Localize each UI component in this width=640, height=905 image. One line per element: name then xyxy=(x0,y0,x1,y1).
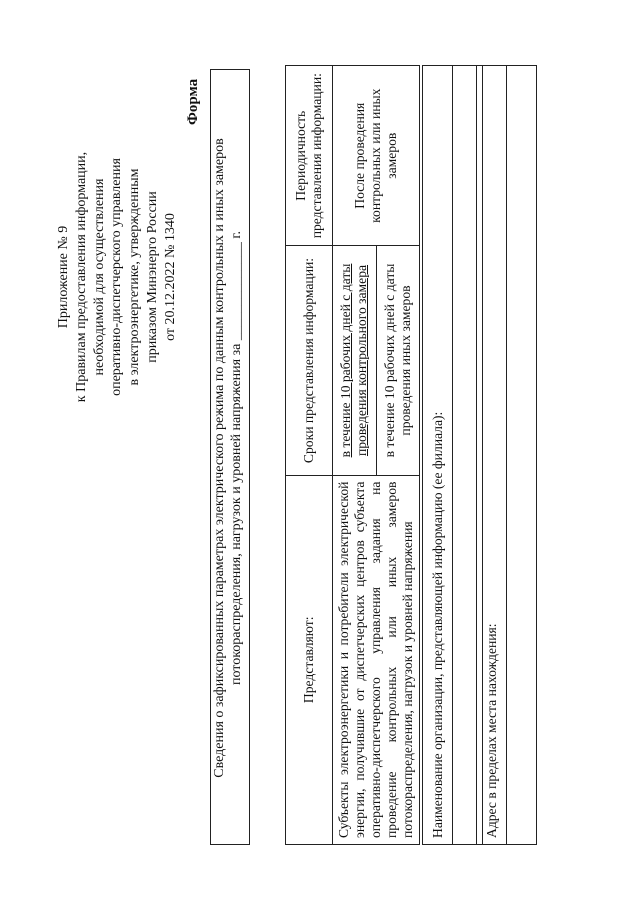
cell-periodicity: После проведения контрольных или иных замеров xyxy=(333,66,420,246)
deadline-control-text: в течение 10 рабочих дней с даты проведения контрольного замера xyxy=(338,263,370,458)
appendix-line: необходимой для осуществления xyxy=(91,178,107,376)
table-header-row xyxy=(286,66,333,845)
organization-table xyxy=(422,65,483,845)
header-deadline: Сроки представления информации: xyxy=(286,246,333,475)
appendix-line: от 20.12.2022 № 1340 xyxy=(162,213,178,341)
form-title xyxy=(211,71,245,845)
appendix-line: к Правилам предоставления информации, xyxy=(73,151,89,403)
form-title-line-2: потокораспределения, нагрузок и уровней напряжения за ______________ г. xyxy=(229,230,244,686)
address-table xyxy=(476,65,537,845)
addr-blank-row xyxy=(507,66,537,845)
addr-label-row xyxy=(477,66,507,845)
cell-deadline-other: в течение 10 рабочих дней с даты проведения иных замеров xyxy=(376,246,420,475)
appendix-line: Приложение № 9 xyxy=(56,225,71,329)
header-periodicity: Периодичность представления информации: xyxy=(286,66,333,246)
org-label-row xyxy=(423,66,453,845)
requirements-table xyxy=(285,65,420,845)
form-title-line-1: Сведения о зафиксированных параметрах электрического режима по данным контрольных и иных замеров xyxy=(212,138,227,778)
addr-blank-cell[interactable] xyxy=(507,66,537,845)
appendix-line: приказом Минэнерго России xyxy=(144,191,160,363)
appendix-reference xyxy=(55,107,180,447)
appendix-line: оперативно-диспетчерского управления xyxy=(109,158,125,396)
cell-who: Субъекты электроэнергетики и потребители электрической энергии, получившие от диспетчерских центров субъекта оперативно-диспетчерского управления задания на проведение контрольных или иных замеров потокораспределения, нагрузок и уровней напряжения xyxy=(333,475,420,844)
addr-label: Адрес в пределах места нахождения: xyxy=(477,66,507,845)
org-label: Наименование организации, представляющей информацию (ее филиала): xyxy=(423,66,453,845)
form-label: Форма xyxy=(185,78,201,125)
cell-deadline-control xyxy=(333,246,377,475)
appendix-line: в электроэнергетике, утвержденным xyxy=(127,168,143,386)
table-row xyxy=(333,66,377,845)
header-who: Представляют: xyxy=(286,475,333,844)
